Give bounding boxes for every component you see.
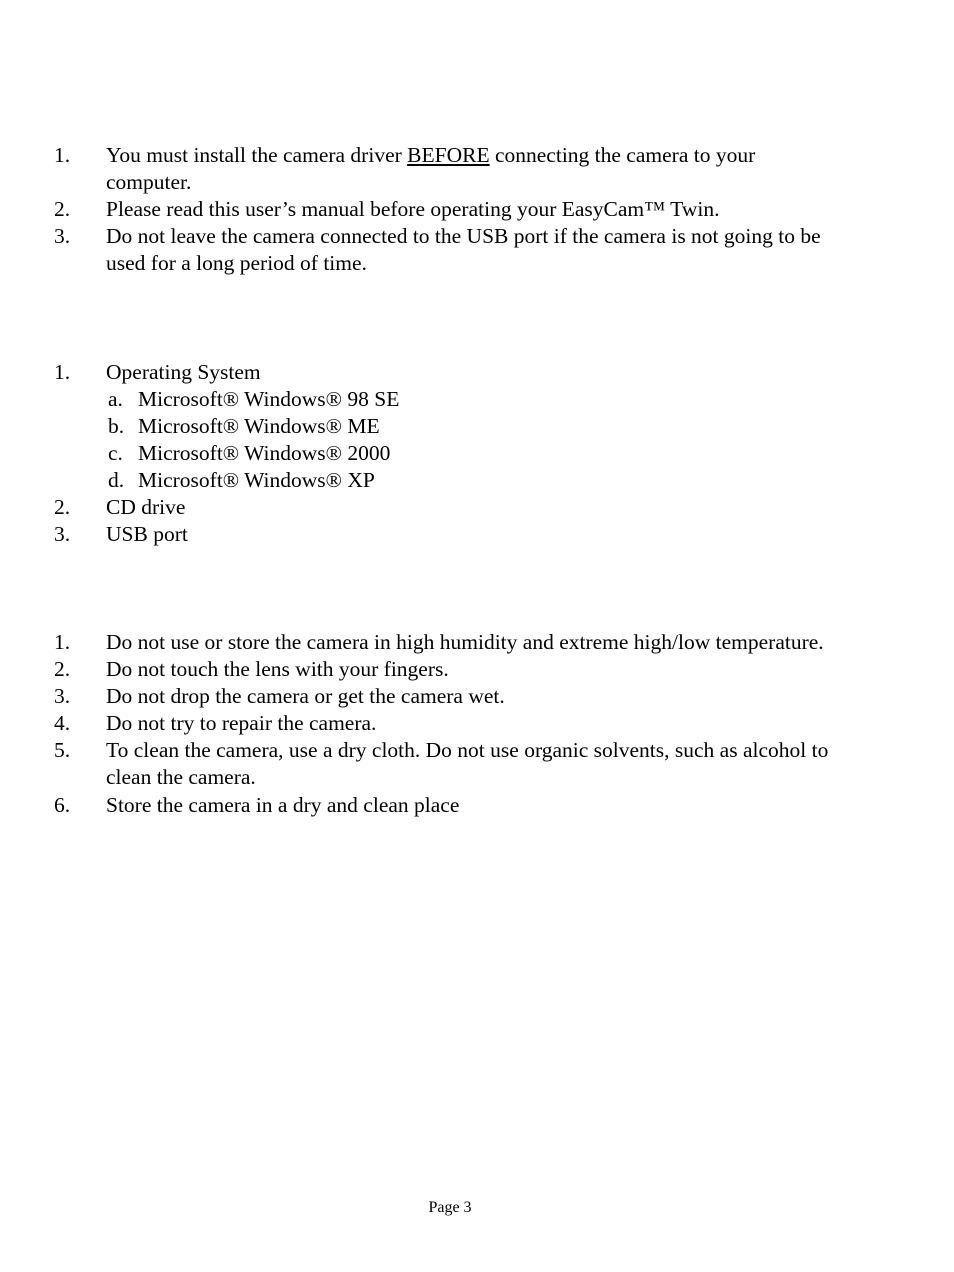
list-number: 2. xyxy=(54,495,71,519)
emphasis-before: BEFORE xyxy=(407,143,490,167)
list-number: 4. xyxy=(54,711,71,735)
list-number: 3. xyxy=(54,522,71,546)
list-number: 1. xyxy=(54,630,71,654)
sub-list-letter: a. xyxy=(108,387,123,411)
sub-list-letter: d. xyxy=(108,468,125,492)
list-number: 3. xyxy=(54,684,71,708)
list-item-continuation: used for a long period of time. xyxy=(106,251,367,275)
list-item-text: Do not use or store the camera in high humidity and extreme high/low temperature. xyxy=(106,630,824,654)
list-item-text: Do not try to repair the camera. xyxy=(106,711,377,735)
sub-list-item: Microsoft® Windows® ME xyxy=(138,414,380,438)
list-item-text: CD drive xyxy=(106,495,186,519)
sub-list-letter: c. xyxy=(108,441,123,465)
sub-list-letter: b. xyxy=(108,414,125,438)
list-item-continuation: computer. xyxy=(106,170,192,194)
list-item-text: Do not drop the camera or get the camera wet. xyxy=(106,684,505,708)
sub-list-item: Microsoft® Windows® 2000 xyxy=(138,441,391,465)
list-item-text: Operating System xyxy=(106,360,261,384)
list-item-text: Please read this user’s manual before operating your EasyCam™ Twin. xyxy=(106,197,720,221)
list-item-text: Do not leave the camera connected to the USB port if the camera is not going to be xyxy=(106,224,821,248)
list-item-text: Do not touch the lens with your fingers. xyxy=(106,657,449,681)
list-number: 5. xyxy=(54,738,71,762)
list-number: 3. xyxy=(54,224,71,248)
list-item-text: To clean the camera, use a dry cloth. Do not use organic solvents, such as alcohol to xyxy=(106,738,829,762)
list-item-continuation: clean the camera. xyxy=(106,765,256,789)
list-number: 1. xyxy=(54,360,71,384)
list-item-text: USB port xyxy=(106,522,188,546)
sub-list-item: Microsoft® Windows® 98 SE xyxy=(138,387,400,411)
list-item-text: Store the camera in a dry and clean place xyxy=(106,793,460,817)
sub-list-item: Microsoft® Windows® XP xyxy=(138,468,375,492)
list-number: 2. xyxy=(54,197,71,221)
list-number: 6. xyxy=(54,793,71,817)
page-number: Page 3 xyxy=(428,1199,472,1216)
list-number: 2. xyxy=(54,657,71,681)
list-item-text: You must install the camera driver BEFORE connecting the camera to your xyxy=(106,143,756,167)
list-number: 1. xyxy=(54,143,71,167)
